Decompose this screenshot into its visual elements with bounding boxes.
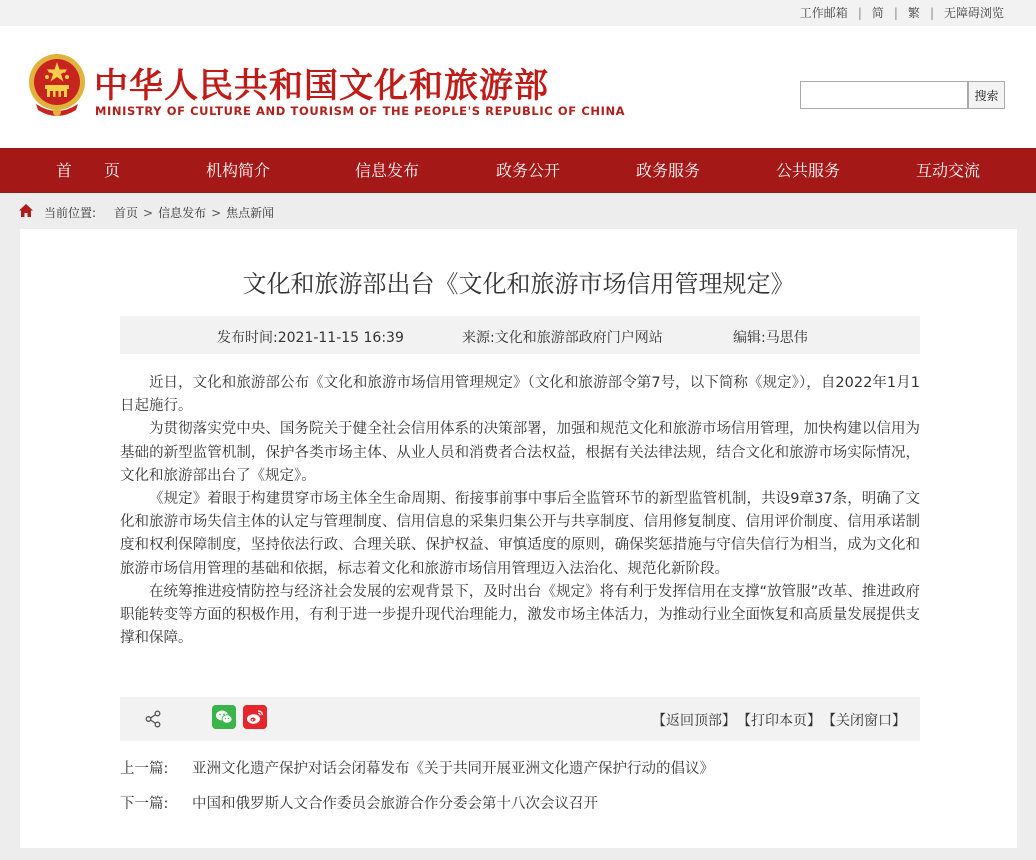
site-header [0, 26, 1036, 148]
breadcrumb [0, 193, 1036, 229]
site-title[interactable]: 中华人民共和国文化和旅游部 [94, 66, 549, 106]
article-body [120, 372, 920, 650]
breadcrumb-news[interactable]: 信息发布 [158, 206, 207, 220]
back-to-top-link[interactable]: 【返回顶部】 [652, 713, 736, 729]
article-editor: 编辑:马思伟 [733, 330, 808, 346]
chevron-right-icon: > [143, 206, 154, 220]
breadcrumb-home[interactable]: 首页 [114, 206, 139, 220]
chevron-right-icon: > [211, 206, 222, 220]
previous-label: 上一篇: [120, 761, 169, 777]
article-card [20, 229, 1017, 848]
weibo-icon[interactable] [243, 705, 267, 729]
divider: | [893, 5, 898, 20]
nav-item-public-services[interactable]: 公共服务 [776, 161, 841, 180]
top-utility-bar [0, 0, 1036, 26]
page-tools [644, 710, 906, 730]
breadcrumb-trail [114, 204, 274, 221]
previous-article [120, 757, 714, 778]
previous-article-link[interactable]: 亚洲文化遗产保护对话会闭幕发布《关于共同开展亚洲文化遗产保护行动的倡议》 [192, 761, 714, 777]
article-paragraph: 在统筹推进疫情防控与经济社会发展的宏观背景下，及时出台《规定》将有利于发挥信用在支撑“放管服”改革、推进政府职能转变等方面的积极作用，有利于进一步提升现代治理能力，激发市场主体活力，为推动行业全面恢复和高质量发展提供支撑和保障。 [120, 583, 920, 647]
breadcrumb-focus-news[interactable]: 焦点新闻 [226, 206, 275, 220]
nav-item-interaction[interactable]: 互动交流 [916, 161, 981, 180]
share-toolbar [120, 697, 920, 741]
nav-item-about[interactable]: 机构简介 [206, 161, 271, 180]
article-paragraph: 近日，文化和旅游部公布《文化和旅游市场信用管理规定》（文化和旅游部令第7号，以下简称《规定》），自2022年1月1日起施行。 [120, 375, 920, 415]
divider: | [929, 5, 934, 20]
nav-item-news[interactable]: 信息发布 [355, 161, 420, 180]
accessibility-link[interactable]: 无障碍浏览 [943, 6, 1004, 20]
share-icon[interactable] [145, 710, 161, 728]
home-icon [19, 204, 33, 217]
main-nav [0, 148, 1036, 193]
close-window-link[interactable]: 【关闭窗口】 [829, 713, 906, 729]
article-paragraph: 《规定》着眼于构建贯穿市场主体全生命周期、衔接事前事中事后全监管环节的新型监管机制，共设9章37条，明确了文化和旅游市场失信主体的认定与管理制度、信用信息的采集归集公开与共享制度、信用修复制度、信用评价制度、信用承诺制度和权利保障制度，坚持依法行政、合理关联、保护权益、审慎适度的原则，确保奖惩措施与守信失信行为相当，成为文化和旅游市场信用管理的基础和依据，标志着文化和旅游市场信用管理迈入法治化、规范化新阶段。 [120, 491, 920, 577]
simplified-chinese-link[interactable]: 简 [871, 6, 884, 20]
traditional-chinese-link[interactable]: 繁 [907, 6, 920, 20]
article-meta [120, 316, 920, 354]
nav-item-gov-services[interactable]: 政务服务 [636, 161, 701, 180]
divider: | [857, 5, 862, 20]
national-emblem-icon[interactable] [26, 52, 88, 118]
next-article-link[interactable]: 中国和俄罗斯人文合作委员会旅游合作分委会第十八次会议召开 [192, 796, 598, 812]
article-paragraph: 为贯彻落实党中央、国务院关于健全社会信用体系的决策部署，加强和规范文化和旅游市场信用管理，加快构建以信用为基础的新型监管机制，保护各类市场主体、从业人员和消费者合法权益，根据有关法律法规，结合文化和旅游市场实际情况，文化和旅游部出台了《规定》。 [120, 421, 920, 484]
nav-item-public-affairs[interactable]: 政务公开 [496, 161, 561, 180]
next-label: 下一篇: [120, 796, 169, 812]
print-page-link[interactable]: 【打印本页】 [744, 713, 821, 729]
article-source: 来源:文化和旅游部政府门户网站 [462, 330, 663, 346]
wechat-icon[interactable] [212, 705, 236, 729]
search-button[interactable]: 搜索 [968, 81, 1005, 109]
breadcrumb-label: 当前位置: [44, 206, 97, 220]
site-title-english: MINISTRY OF CULTURE AND TOURISM OF THE PEOPLE'S REPUBLIC OF CHINA [95, 104, 626, 118]
work-email-link[interactable]: 工作邮箱 [799, 6, 848, 20]
nav-item-home[interactable]: 首 页 [56, 161, 121, 180]
next-article [120, 792, 598, 813]
article-title: 文化和旅游部出台《文化和旅游市场信用管理规定》 [242, 270, 795, 298]
search-input[interactable] [800, 81, 968, 109]
publish-time: 发布时间:2021-11-15 16:39 [217, 330, 404, 346]
utility-links [800, 4, 1004, 21]
